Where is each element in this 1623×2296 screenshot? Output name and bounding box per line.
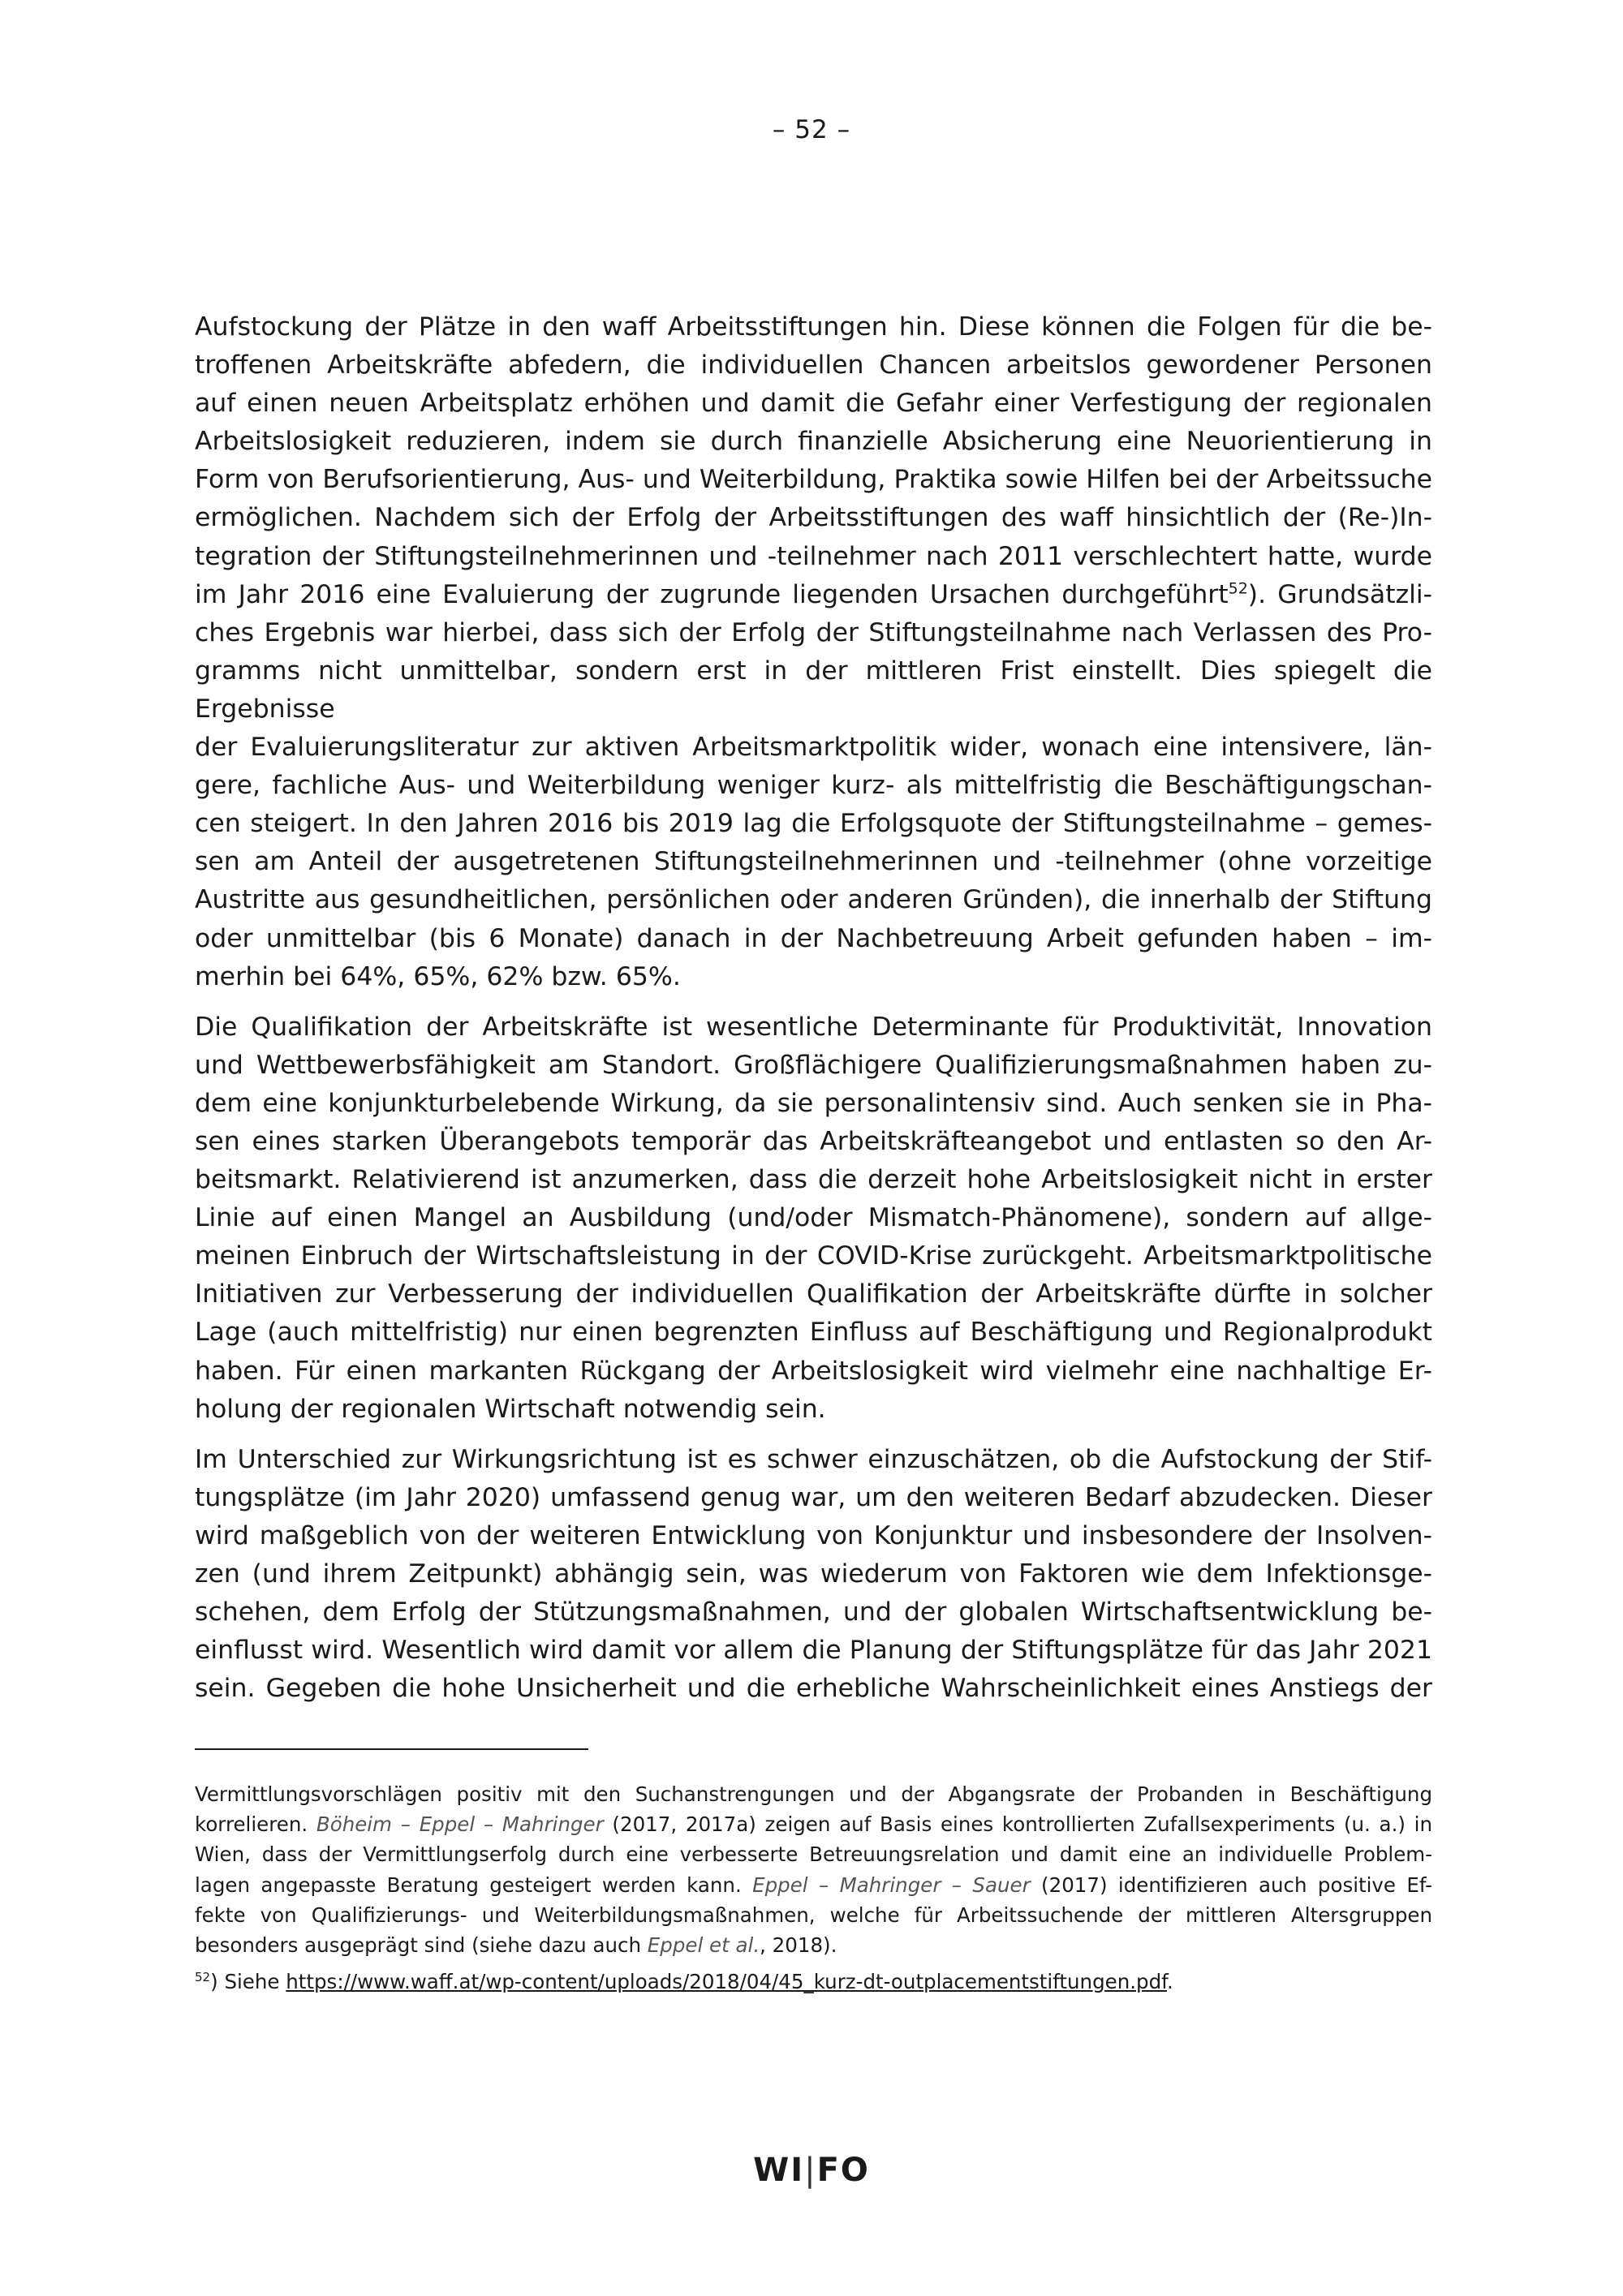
text-line: Die Qualifikation der Arbeitskräfte ist wesentliche Determinante für Produktivität, Innovation [195,1012,1432,1042]
footnote-line: Wien, dass der Vermittlungserfolg durch eine verbesserte Betreuungsrelation und damit eine an individuelle Problem- [195,1842,1432,1867]
text-line: Aufstockung der Plätze in den waff Arbeitsstiftungen hin. Diese können die Folgen für die be- [195,312,1432,342]
footnote-ref-52[interactable]: 52 [1228,579,1248,598]
text-line: tegration der Stiftungsteilnehmerinnen und -teilnehmer nach 2011 verschlechtert hatte, wurde [195,541,1432,571]
footnote-line: Vermittlungsvorschlägen positiv mit den Suchanstrengungen und der Abgangsrate der Probanden in Beschäftigung [195,1782,1432,1806]
footnotes [195,1779,1432,1997]
paragraph-3 [195,1441,1432,1709]
text-line: zen (und ihrem Zeitpunkt) abhängig sein, was wiederum von Faktoren wie dem Infektionsge- [195,1559,1432,1589]
citation: Böheim – Eppel – Mahringer [316,1812,604,1837]
text-line: sen eines starken Überangebots temporär das Arbeitskräfteangebot und entlasten so den Ar- [195,1126,1432,1156]
footnote-text: (2017, 2017a) zeigen auf Basis eines kontrollierten Zufallsexperiments (u. a.) in [603,1812,1432,1837]
text-line: dem eine konjunkturbelebende Wirkung, da sie personalintensiv sind. Auch senken sie in Pha- [195,1088,1432,1118]
footnote-line [195,1870,1432,1900]
footnote-52 [195,1967,1432,1997]
text-line: gere, fachliche Aus- und Weiterbildung weniger kurz- als mittelfristig die Beschäftigungschan- [195,771,1432,801]
text-line: tungsplätze (im Jahr 2020) umfassend genug war, um den weiteren Bedarf abzudecken. Dieser [195,1482,1432,1512]
text-line: sen am Anteil der ausgetretenen Stiftungsteilnehmerinnen und -teilnehmer (ohne vorzeitige [195,847,1432,877]
page-number: – 52 – [772,115,851,144]
text-line-with-footnote [195,576,1432,614]
footnote-marker: 52 [195,1970,211,1985]
logo-divider: | [804,2152,817,2189]
text-line: Linie auf einen Mangel an Ausbildung (und/oder Mismatch-Phänomene), sondern auf allge- [195,1203,1432,1233]
text-line: holung der regionalen Wirtschaft notwendig sein. [195,1394,826,1424]
citation: Eppel – Mahringer – Sauer [752,1872,1031,1897]
text-line: haben. Für einen markanten Rückgang der Arbeitslosigkeit wird vielmehr eine nachhaltige Er- [195,1356,1432,1386]
text-line: sein. Gegeben die hohe Unsicherheit und die erhebliche Wahrscheinlichkeit eines Anstiegs der [195,1674,1432,1704]
footnote-text: , 2018). [760,1933,837,1958]
text-line: Im Unterschied zur Wirkungsrichtung ist es schwer einzuschätzen, ob die Aufstockung der Stif- [195,1444,1432,1474]
text-line: merhin bei 64%, 65%, 62% bzw. 65%. [195,961,681,991]
footnote-link[interactable]: https://www.waff.at/wp-content/uploads/2018/04/45_kurz-dt-outplacementstiftungen.pdf [286,1970,1167,1994]
footnote-text: lagen angepasste Beratung gesteigert werden kann. [195,1872,753,1897]
body-text [195,308,1432,1720]
paragraph-1 [195,308,1432,996]
text-line: Initiativen zur Verbesserung der individuellen Qualifikation der Arbeitskräfte dürfte in solcher [195,1279,1432,1309]
footnote-text: . [1166,1970,1173,1994]
footnote-continued [195,1779,1432,1960]
paragraph-2 [195,1008,1432,1429]
citation: Eppel et al. [647,1933,760,1958]
text-line: cen steigert. In den Jahren 2016 bis 2019 lag die Erfolgsquote der Stiftungsteilnahme – gemes- [195,809,1432,839]
footnote-line: fekte von Qualifizierungs- und Weiterbildungsmaßnahmen, welche für Arbeitssuchende der mittleren Altersgruppen [195,1903,1432,1927]
text-line: gramms nicht unmittelbar, sondern erst in der mittleren Frist einstellt. Dies spiegelt die Ergebnisse [195,656,1432,724]
text-segment: ). Grundsätzli- [1247,579,1432,609]
text-line: schehen, dem Erfolg der Stützungsmaßnahmen, und der globalen Wirtschaftsentwicklung be- [195,1597,1432,1627]
footnote-text: besonders ausgeprägt sind (siehe dazu auch [195,1933,648,1958]
text-line: troffenen Arbeitskräfte abfedern, die individuellen Chancen arbeitslos gewordener Personen [195,350,1432,381]
text-line: wird maßgeblich von der weiteren Entwicklung von Konjunktur und insbesondere der Insolven- [195,1520,1432,1550]
text-line: oder unmittelbar (bis 6 Monate) danach in der Nachbetreuung Arbeit gefunden haben – im- [195,923,1432,953]
footnote-line [195,1809,1432,1839]
wifo-logo [0,2152,1623,2189]
text-line: beitsmarkt. Relativierend ist anzumerken, dass die derzeit hohe Arbeitslosigkeit nicht in erster [195,1165,1432,1195]
text-line: ermöglichen. Nachdem sich der Erfolg der Arbeitsstiftungen des waff hinsichtlich der (Re-)In- [195,503,1432,533]
text-line: auf einen neuen Arbeitsplatz erhöhen und damit die Gefahr einer Verfestigung der regionalen [195,389,1432,419]
footnote-text: (2017) identifizieren auch positive Ef- [1030,1872,1432,1897]
text-line: Austritte aus gesundheitlichen, persönlichen oder anderen Gründen), die innerhalb der Stiftung [195,885,1432,915]
text-line: der Evaluierungsliteratur zur aktiven Arbeitsmarktpolitik wider, wonach eine intensivere, län- [195,733,1432,763]
footnote-text: ) Siehe [210,1970,286,1994]
text-line: einflusst wird. Wesentlich wird damit vor allem die Planung der Stiftungsplätze für das Jahr 2021 [195,1636,1432,1666]
text-line: Lage (auch mittelfristig) nur einen begrenzten Einfluss auf Beschäftigung und Regionalprodukt [195,1318,1432,1348]
footnote-line [195,1930,1432,1960]
logo-text: FO [816,2152,870,2189]
text-line: ches Ergebnis war hierbei, dass sich der Erfolg der Stiftungsteilnahme nach Verlassen des Pro- [195,617,1432,647]
footnote-text: korrelieren. [195,1812,316,1837]
text-line: Form von Berufsorientierung, Aus- und Weiterbildung, Praktika sowie Hilfen bei der Arbeitssuche [195,465,1432,495]
text-line: meinen Einbruch der Wirtschaftsleistung in der COVID-Krise zurückgeht. Arbeitsmarktpolitische [195,1241,1432,1271]
footnote-divider [195,1748,588,1750]
text-line: und Wettbewerbsfähigkeit am Standort. Großflächigere Qualifizierungsmaßnahmen haben zu- [195,1050,1432,1080]
text-line: Arbeitslosigkeit reduzieren, indem sie durch finanzielle Absicherung eine Neuorientierung in [195,427,1432,457]
logo-text: WI [753,2152,805,2189]
text-segment: im Jahr 2016 eine Evaluierung der zugrunde liegenden Ursachen durchgeführt [195,579,1229,609]
